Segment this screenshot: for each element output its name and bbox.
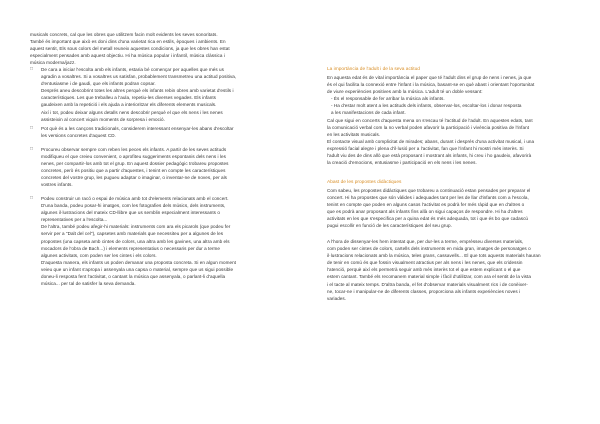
text-line: D'aquesta manera, els infants us poden demanar una proposta concreta. Si en algun moment (41, 259, 237, 265)
text-line: variades. (327, 295, 347, 301)
text-line: és el qui facilita la connexió entre l'infant i la música, basant-se en què abast i orientant l'oportunitat (327, 82, 535, 88)
text-line: concretes, però és positiu que a partir d'aquestes, i tenint en compte les característiques (41, 168, 226, 174)
text-line: especialment pensades amb aquest objectiu. Hi ha música popular i infantil, música clàssica i (30, 53, 225, 59)
text-line: tenint en compte que poden en alguns casos l'activitat es podrà fer més ràpid que en d'altres o (327, 202, 525, 208)
bullet-item (30, 195, 308, 287)
section-heading: Abast de les propostes didàctiques (327, 180, 402, 185)
text-line: Cal que sigui en concerts d'aquesta mena on s'escau té l'actitud de l'adult. En aquestes edats, tant (327, 117, 533, 123)
text-line: També és important que això es doni dins d'una varietat rica en estils, èpoques i ambients. En (30, 39, 226, 45)
text-line: servir per a "Dalt del cel"), capsetes amb materials que necessiteu per a algunes de les (41, 231, 224, 237)
text-line: Pot què és a les cançons tradicionals, considerem interessant ensenyar-les abans d'escoltar (41, 126, 234, 131)
text-line: vostres infants. (41, 182, 73, 188)
text-line: modifiqueu el que creieu convenient, o aprofiteu suggeriments espontanis dels nens i les (41, 154, 226, 160)
text-line: assisteixin al concert viquin moments de sorpresa i emoció. (41, 116, 165, 122)
text-line: algunes activitats, com poden ser les cintes i els colors. (41, 252, 157, 258)
text-line: música... per tal de satisfer la seva demanda. (41, 281, 136, 287)
text-line: a les manifestacions de cada infant. (331, 110, 406, 116)
text-line: propostes (una capseta amb cintes de colors, una altra amb les gavines, una altra amb els (41, 238, 230, 244)
text-line: la comunicació verbal com la no verbal poden afavorir la participació i vivència positiva de l'infant (327, 124, 530, 130)
text-line: gaudeixen amb la repetició i els ajuda a interioritzar els diferents elements musicals. (41, 102, 217, 108)
text-line: que es podrà anar proposant als infants fins allà on sigui capaços de respondre. Hi ha d'altres (327, 209, 523, 215)
bullet-item (30, 125, 308, 139)
text-line: pugui escollir en funció de les característiques del seu grup. (327, 223, 452, 229)
text-line: musicals concrets, cal que les obres que utilitzem facin molt evidents les seves sonoritats. (30, 32, 218, 37)
text-line: Com sabeu, les propostes didàctiques que trobareu a continuació estan pensades per preparar el (327, 188, 531, 193)
text-line: música moderna/jazz. (30, 60, 76, 66)
text-line: il·lustracions relacionats amb la música, teles grans, cassavells... El que tots aquests materials hauran (327, 253, 541, 259)
text-line: D'una banda, podeu posar-hi imatges, com les fotografies dels músics, dels instruments, (41, 203, 226, 209)
text-line: A l'hora de dissenyar-les hem intentat que, per dur-les a terme, emprèsseu diverses materials, (327, 239, 524, 244)
bullet-marker-icon: □ (30, 125, 34, 131)
paragraph (30, 31, 308, 66)
text-line: algunes il·lustracions del mateix CD-llibre que us semblin especialment interessants o (41, 210, 220, 216)
text-line: la creació d'emocions, entusiasme i participació en els nens i les nenes. (327, 160, 477, 166)
text-line: Procureu observar sempre com reben les peces els infants. A partir de les seves actituds (41, 147, 227, 152)
text-line: característiques. Les que treballeu a l'aula, repetiu-les diverses vegades. Els infants (41, 95, 217, 101)
text-line: activitats en les que s'especifica per a quina edat és més adequada, tot i que és bo que cadascú (327, 216, 529, 222)
text-line: nenes, per compartir-los amb tot el grup. En aquest dossier pedagògic trobareu propostes (41, 161, 229, 167)
paragraph (327, 74, 577, 166)
bullet-marker-icon: □ (30, 66, 34, 72)
paragraph (327, 238, 577, 302)
text-line: doneu-li resposta fent l'activitat, o cantant la música que assenyala, o parlant-li d'aquella (41, 274, 226, 280)
text-line: representatives per a l'escolta... (41, 217, 108, 223)
bullet-marker-icon: □ (30, 195, 34, 201)
text-line: ne, tocar-ne i manipular-ne de diferents classes, proporciona als infants experiències noves i (327, 288, 521, 294)
text-line: en les activitats musicals. (327, 131, 381, 137)
text-line: les versions concretes d'aquest CD. (41, 133, 116, 139)
text-line: veieu que un infant s'apropa i assenyala una capsa o material, sempre que us sigui possible (41, 266, 234, 272)
text-line: l'atenció, perquè així els permetrà seguir amb més interès tot el que estem explicant o el que (327, 267, 521, 273)
bullet-item (30, 146, 308, 189)
text-line: de tenir en comú és que fossin visualment atractius per als nens i les nenes, que els cridessin (327, 260, 523, 266)
text-line: estem cantant. També els recomanem material simple i fàcil d'utilitzar, com ara el sentit de la vista (327, 274, 531, 280)
text-line: de viure experiències positives amb la música. L'adult té un doble vessant: (327, 89, 483, 95)
text-line: l'adult viu des de dins allò que està proposant i mostrant als infants, hi creu i ho gaudeix, afavorirà (327, 153, 532, 159)
bullet-marker-icon: □ (30, 146, 34, 152)
text-line: El contacte visual amb complicitat de mirades; abans, durant i després d'una activitat musical, i una (327, 138, 535, 144)
text-line: De l'altra, també podeu afegir-hi materials: instruments com ara els picarols (que podeu fer (41, 224, 231, 230)
paragraph (327, 187, 577, 230)
text-line: aquest sentit, Els sous colors del metall reuneix aquestes condicions, ja que les obres han estat (30, 46, 230, 52)
text-line: Després aneu descobrint totes les altres perquè els infants rebin obres amb varietat d'estils i (41, 88, 234, 94)
text-line: expressió facial alegre i plena d'il·lusió per a l'activitat, fan que l'infant hi mostri més interès. Si (327, 145, 524, 151)
text-line: Així i tot, podeu deixar alguns detalls nens descobrir perquè el que els nens i les nenes (41, 109, 223, 115)
text-line: concert. Hi ha propostes que són vàlides i adequades tant per les de llar d'infants com a l'escola, (327, 195, 529, 201)
text-line: d'entusiasme i de gaudi, que els infants podran copsar. (41, 81, 156, 87)
text-line: Podeu construir un racó o espai de música amb tot d'elements relacionats amb el concert. (41, 196, 229, 201)
section-heading: La importància de l'adult i de la seva actitud (327, 67, 420, 72)
text-line: com poden ser cintes de colors, cartells dels instruments en mida gran, imatges de personatges o (327, 246, 531, 252)
text-line: concretes del vostre grup, les pugueu adaptar o imaginar, o inventar-ne de noves, per als (41, 175, 228, 181)
text-line: i el tacte al mateix temps. D'altra banda, el fet d'observar materials visualment rics i de conèixer- (327, 281, 528, 287)
text-line: De cara a iniciar l'escolta amb els infants, estaria bé començar per aquelles que més us (41, 67, 224, 72)
text-line: - Ha d'estar molt atent a les actituds dels infants, observar-los, escoltar-los i donar resposta (331, 103, 522, 109)
text-line: agradin a vosaltres. Si a vosaltres us satisfan, probablement transmetreu una actitud positiva, (41, 74, 237, 80)
bullet-item (30, 66, 308, 123)
text-line: - És el responsable de fer arribar la música als infants. (331, 96, 445, 102)
text-line: mocadors de l'obra de Bach...) i elements representatius o necessaris per dur a terme (41, 245, 221, 251)
text-line: En aquesta edat és de vital importància el paper que té l'adult dins el grup de nens i nenes, ja que (327, 75, 532, 80)
